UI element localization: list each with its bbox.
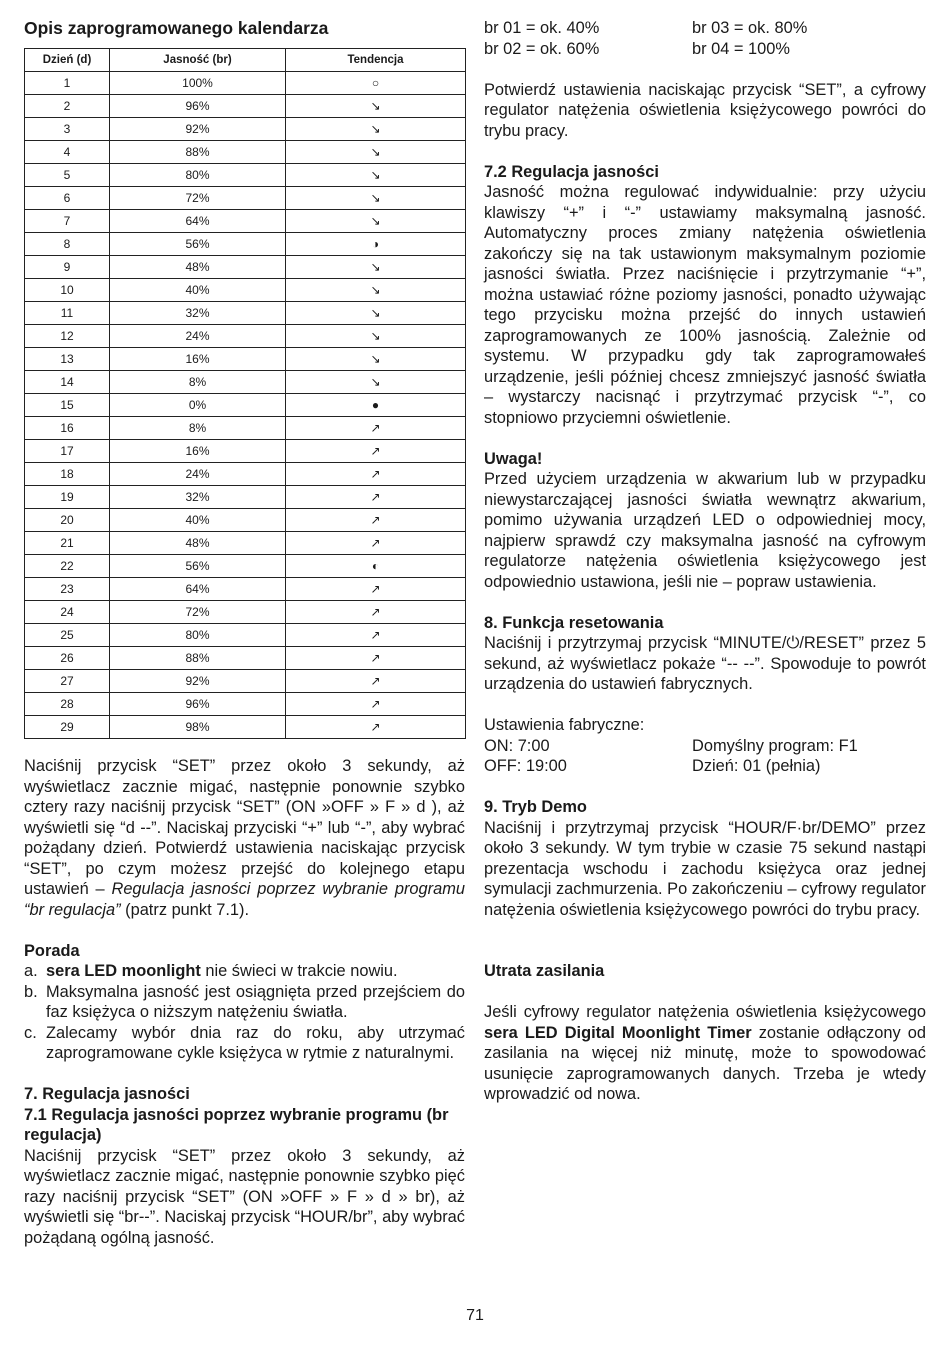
cell-trend: ↗ bbox=[286, 463, 466, 486]
table-row bbox=[25, 164, 466, 187]
cell-trend: ↘ bbox=[286, 279, 466, 302]
cell-day: 18 bbox=[25, 463, 110, 486]
table-row bbox=[25, 417, 466, 440]
factory-row-2 bbox=[484, 756, 926, 777]
table-body bbox=[25, 72, 466, 739]
right-column bbox=[484, 18, 926, 1105]
cell-trend: ↘ bbox=[286, 118, 466, 141]
cell-trend: ↗ bbox=[286, 716, 466, 739]
factory-program: Domyślny program: F1 bbox=[692, 736, 858, 755]
table-row bbox=[25, 279, 466, 302]
br03-level: br 03 = ok. 80% bbox=[692, 19, 808, 37]
cell-trend: ↘ bbox=[286, 302, 466, 325]
cell-brightness: 40% bbox=[110, 279, 286, 302]
cell-brightness: 16% bbox=[110, 440, 286, 463]
section-7-2-heading: 7.2 Regulacja jasności bbox=[484, 162, 659, 181]
cell-day: 12 bbox=[25, 325, 110, 348]
cell-trend: ↘ bbox=[286, 371, 466, 394]
cell-brightness: 92% bbox=[110, 670, 286, 693]
left-column bbox=[24, 18, 465, 1248]
table-row bbox=[25, 302, 466, 325]
cell-day: 28 bbox=[25, 693, 110, 716]
power-loss-paragraph bbox=[484, 1002, 926, 1105]
table-row bbox=[25, 716, 466, 739]
table-row bbox=[25, 486, 466, 509]
cell-brightness: 56% bbox=[110, 555, 286, 578]
cell-trend: ↗ bbox=[286, 578, 466, 601]
cell-trend: ● bbox=[286, 394, 466, 417]
cell-trend: ↗ bbox=[286, 624, 466, 647]
tip-item-b bbox=[24, 982, 465, 1023]
section-7-2-text: Jasność można regulować indywidualnie: przy użyciu klawiszy “+” i “-” ustawiamy maksymalną jasność. Automatyczny proces zmiany natężenia oświetlenia zakończy się na tak ustawionym maksymalnym poziomie jasności światła. Przez naciśnięcie i przytrzymanie “+”, można ustawiać różne poziomy jasności, ponadto używając tego przycisku można przejść do innych ustawień zaprogramowanych ze 100% jasnością. Zależnie od systemu. W przypadku gdy tak zaprogramowałeś urządzenie, jeśli później chcesz zmniejszyć jasność światła – wystarczy nacisnąć i przytrzymać przycisk “-”, co stopniowo przyciemni oświetlenie. bbox=[484, 183, 926, 427]
cell-brightness: 96% bbox=[110, 95, 286, 118]
cell-day: 27 bbox=[25, 670, 110, 693]
section-7-heading: 7. Regulacja jasności bbox=[24, 1085, 190, 1103]
warning-text: Przed użyciem urządzenia w akwarium lub w przypadku niewystarczającej jasności światła wewnątrz akwarium, pomimo używania urządzeń LED o odpowiedniej mocy, najpierw sprawdź czy maksymalna jasność na cyfrowym regulatorze natężenia oświetlenia księżycowego jest odpowiednio ustawiona, jeśli nie – popraw ustawienia. bbox=[484, 470, 926, 591]
power-loss-heading: Utrata zasilania bbox=[484, 962, 605, 980]
cell-day: 24 bbox=[25, 601, 110, 624]
table-row bbox=[25, 647, 466, 670]
page-number: 71 bbox=[466, 1307, 484, 1324]
cell-day: 14 bbox=[25, 371, 110, 394]
cell-trend: ↘ bbox=[286, 187, 466, 210]
cell-brightness: 24% bbox=[110, 325, 286, 348]
table-row bbox=[25, 670, 466, 693]
cell-brightness: 32% bbox=[110, 302, 286, 325]
cell-trend: ↘ bbox=[286, 210, 466, 233]
cell-day: 23 bbox=[25, 578, 110, 601]
cell-brightness: 40% bbox=[110, 509, 286, 532]
cell-day: 10 bbox=[25, 279, 110, 302]
power-loss-text-1: Jeśli cyfrowy regulator natężenia oświetlenia księżycowego bbox=[484, 1003, 926, 1021]
cell-trend: ↗ bbox=[286, 440, 466, 463]
cell-brightness: 88% bbox=[110, 141, 286, 164]
cell-brightness: 100% bbox=[110, 72, 286, 95]
tip-a-product: sera LED moonlight bbox=[46, 962, 201, 980]
table-row bbox=[25, 95, 466, 118]
cell-day: 4 bbox=[25, 141, 110, 164]
section-9-heading: 9. Tryb Demo bbox=[484, 798, 587, 816]
cell-brightness: 72% bbox=[110, 187, 286, 210]
cell-brightness: 16% bbox=[110, 348, 286, 371]
cell-day: 22 bbox=[25, 555, 110, 578]
cell-day: 21 bbox=[25, 532, 110, 555]
cell-trend: ◑ bbox=[286, 233, 466, 256]
section-9-text: Naciśnij i przytrzymaj przycisk “HOUR/F·br/DEMO” przez około 3 sekundy. W tym trybie w czasie 75 sekund nastąpi prezentacja wschodu i zachodu księżyca oraz jednej symulacji zachmurzenia. Po zakończeniu – cyfrowy regulator natężenia oświetlenia księżycowego powróci do trybu pracy. bbox=[484, 818, 926, 919]
br04-level: br 04 = 100% bbox=[692, 39, 790, 58]
table-row bbox=[25, 72, 466, 95]
tip-item-a bbox=[24, 961, 465, 982]
table-row bbox=[25, 394, 466, 417]
cell-trend: ↘ bbox=[286, 348, 466, 371]
cell-brightness: 8% bbox=[110, 371, 286, 394]
table-row bbox=[25, 463, 466, 486]
cell-day: 15 bbox=[25, 394, 110, 417]
table-row bbox=[25, 118, 466, 141]
cell-trend: ↘ bbox=[286, 95, 466, 118]
cell-brightness: 0% bbox=[110, 394, 286, 417]
cell-brightness: 80% bbox=[110, 164, 286, 187]
cell-brightness: 8% bbox=[110, 417, 286, 440]
br-levels-row-2 bbox=[484, 39, 926, 60]
cell-day: 8 bbox=[25, 233, 110, 256]
warning-heading: Uwaga! bbox=[484, 449, 543, 468]
cell-brightness: 48% bbox=[110, 532, 286, 555]
cell-day: 13 bbox=[25, 348, 110, 371]
cell-day: 3 bbox=[25, 118, 110, 141]
header-day: Dzień (d) bbox=[25, 49, 110, 72]
table-row bbox=[25, 693, 466, 716]
br-levels-row-1 bbox=[484, 18, 926, 39]
table-row bbox=[25, 509, 466, 532]
table-header-row bbox=[25, 49, 466, 72]
cell-trend: ↘ bbox=[286, 141, 466, 164]
cell-day: 6 bbox=[25, 187, 110, 210]
table-row bbox=[25, 555, 466, 578]
table-row bbox=[25, 141, 466, 164]
factory-day: Dzień: 01 (pełnia) bbox=[692, 757, 821, 775]
table-row bbox=[25, 348, 466, 371]
cell-day: 26 bbox=[25, 647, 110, 670]
table-row bbox=[25, 187, 466, 210]
cell-day: 1 bbox=[25, 72, 110, 95]
table-row bbox=[25, 256, 466, 279]
tip-item-c bbox=[24, 1023, 465, 1064]
table-title: Opis zaprogramowanego kalendarza bbox=[24, 18, 329, 38]
tip-c-text: Zalecamy wybór dnia raz do roku, aby utrzymać zaprogramowane cykle księżyca w rytmie z naturalnymi. bbox=[46, 1023, 465, 1062]
header-brightness: Jasność (br) bbox=[110, 49, 286, 72]
day-setting-emphasis: Regulacja jasności poprzez wybranie programu “br regulacja” bbox=[24, 880, 465, 919]
cell-trend: ○ bbox=[286, 72, 466, 95]
tip-b-text: Maksymalna jasność jest osiągnięta przed przejściem do faz księżyca o niższym natężeniu światła. bbox=[46, 982, 465, 1021]
tip-c-marker: c. bbox=[24, 1023, 37, 1042]
confirm-paragraph: Potwierdź ustawienia naciskając przycisk “SET”, a cyfrowy regulator natężenia oświetlenia księżycowego powróci do trybu pracy. bbox=[484, 80, 926, 140]
section-7-1-heading: 7.1 Regulacja jasności poprzez wybranie programu (br regulacja) bbox=[24, 1105, 449, 1144]
cell-brightness: 88% bbox=[110, 647, 286, 670]
calendar-table bbox=[24, 48, 466, 739]
cell-trend: ↗ bbox=[286, 670, 466, 693]
cell-brightness: 92% bbox=[110, 118, 286, 141]
cell-brightness: 96% bbox=[110, 693, 286, 716]
tip-a-text: nie świeci w trakcie nowiu. bbox=[200, 962, 398, 980]
factory-off: OFF: 19:00 bbox=[484, 757, 567, 775]
cell-trend: ↘ bbox=[286, 164, 466, 187]
cell-trend: ↘ bbox=[286, 256, 466, 279]
factory-on: ON: 7:00 bbox=[484, 736, 550, 755]
cell-trend: ↗ bbox=[286, 647, 466, 670]
cell-day: 2 bbox=[25, 95, 110, 118]
cell-day: 11 bbox=[25, 302, 110, 325]
table-row bbox=[25, 440, 466, 463]
br02-level: br 02 = ok. 60% bbox=[484, 39, 600, 58]
cell-day: 16 bbox=[25, 417, 110, 440]
table-row bbox=[25, 532, 466, 555]
cell-brightness: 80% bbox=[110, 624, 286, 647]
cell-trend: ↗ bbox=[286, 509, 466, 532]
cell-day: 7 bbox=[25, 210, 110, 233]
table-row bbox=[25, 624, 466, 647]
section-8-text: Naciśnij i przytrzymaj przycisk “MINUTE/⏻/RESET” przez 5 sekund, aż wyświetlacz pokaże “-- --”. Spowoduje to powrót urządzenia do ustawień fabrycznych. bbox=[484, 634, 926, 693]
power-loss-product: sera LED Digital Moonlight Timer bbox=[484, 1023, 752, 1042]
cell-brightness: 64% bbox=[110, 210, 286, 233]
cell-brightness: 56% bbox=[110, 233, 286, 256]
table-row bbox=[25, 371, 466, 394]
day-setting-paragraph bbox=[24, 756, 465, 920]
cell-trend: ↗ bbox=[286, 417, 466, 440]
tip-b-marker: b. bbox=[24, 982, 38, 1001]
tip-a-marker: a. bbox=[24, 962, 38, 980]
cell-trend: ↗ bbox=[286, 693, 466, 716]
cell-day: 9 bbox=[25, 256, 110, 279]
factory-settings-label: Ustawienia fabryczne: bbox=[484, 716, 645, 734]
table-row bbox=[25, 210, 466, 233]
section-8-heading: 8. Funkcja resetowania bbox=[484, 613, 664, 632]
cell-brightness: 98% bbox=[110, 716, 286, 739]
cell-day: 19 bbox=[25, 486, 110, 509]
cell-brightness: 64% bbox=[110, 578, 286, 601]
cell-day: 25 bbox=[25, 624, 110, 647]
cell-trend: ◐ bbox=[286, 555, 466, 578]
cell-trend: ↗ bbox=[286, 601, 466, 624]
header-trend: Tendencja bbox=[286, 49, 466, 72]
cell-brightness: 24% bbox=[110, 463, 286, 486]
tip-heading: Porada bbox=[24, 941, 80, 960]
cell-trend: ↗ bbox=[286, 486, 466, 509]
table-row bbox=[25, 233, 466, 256]
table-row bbox=[25, 601, 466, 624]
cell-brightness: 48% bbox=[110, 256, 286, 279]
cell-day: 20 bbox=[25, 509, 110, 532]
cell-day: 17 bbox=[25, 440, 110, 463]
cell-brightness: 72% bbox=[110, 601, 286, 624]
table-row bbox=[25, 578, 466, 601]
day-setting-text: Naciśnij przycisk “SET” przez około 3 sekundy, aż wyświetlacz zacznie migać, następnie ponownie szybko cztery razy naciśnij przycisk “SET” (ON »OFF » F » d ), aż wyświetli się “d --”. Naciskaj przyciski “+” lub “-”, aby wybrać pożądany dzień. Potwierdź ustawienia naciskając przycisk “SET”, po czym możesz przejść do kolejnego etapu ustawień – bbox=[24, 757, 465, 898]
cell-trend: ↗ bbox=[286, 532, 466, 555]
table-row bbox=[25, 325, 466, 348]
factory-row-1 bbox=[484, 736, 926, 757]
cell-brightness: 32% bbox=[110, 486, 286, 509]
cell-trend: ↘ bbox=[286, 325, 466, 348]
cell-day: 29 bbox=[25, 716, 110, 739]
br01-level: br 01 = ok. 40% bbox=[484, 19, 600, 37]
day-setting-ref: (patrz punkt 7.1). bbox=[120, 900, 250, 919]
cell-day: 5 bbox=[25, 164, 110, 187]
power-loss-text-2: zostanie odłączony od zasilania na więcej niż minutę, może to spowodować usunięcie zaprogramowanych danych. Trzeba je wtedy wprowadzić od nowa. bbox=[484, 1023, 926, 1103]
section-7-1-text: Naciśnij przycisk “SET” przez około 3 sekundy, aż wyświetlacz zacznie migać, następnie ponownie szybko pięć razy naciśnij przycisk “SET” (ON »OFF » F » d » br), aż wyświetli się “br--”. Naciskaj przycisk “HOUR/br”, aby wybrać pożądaną ogólną jasność. bbox=[24, 1146, 465, 1247]
